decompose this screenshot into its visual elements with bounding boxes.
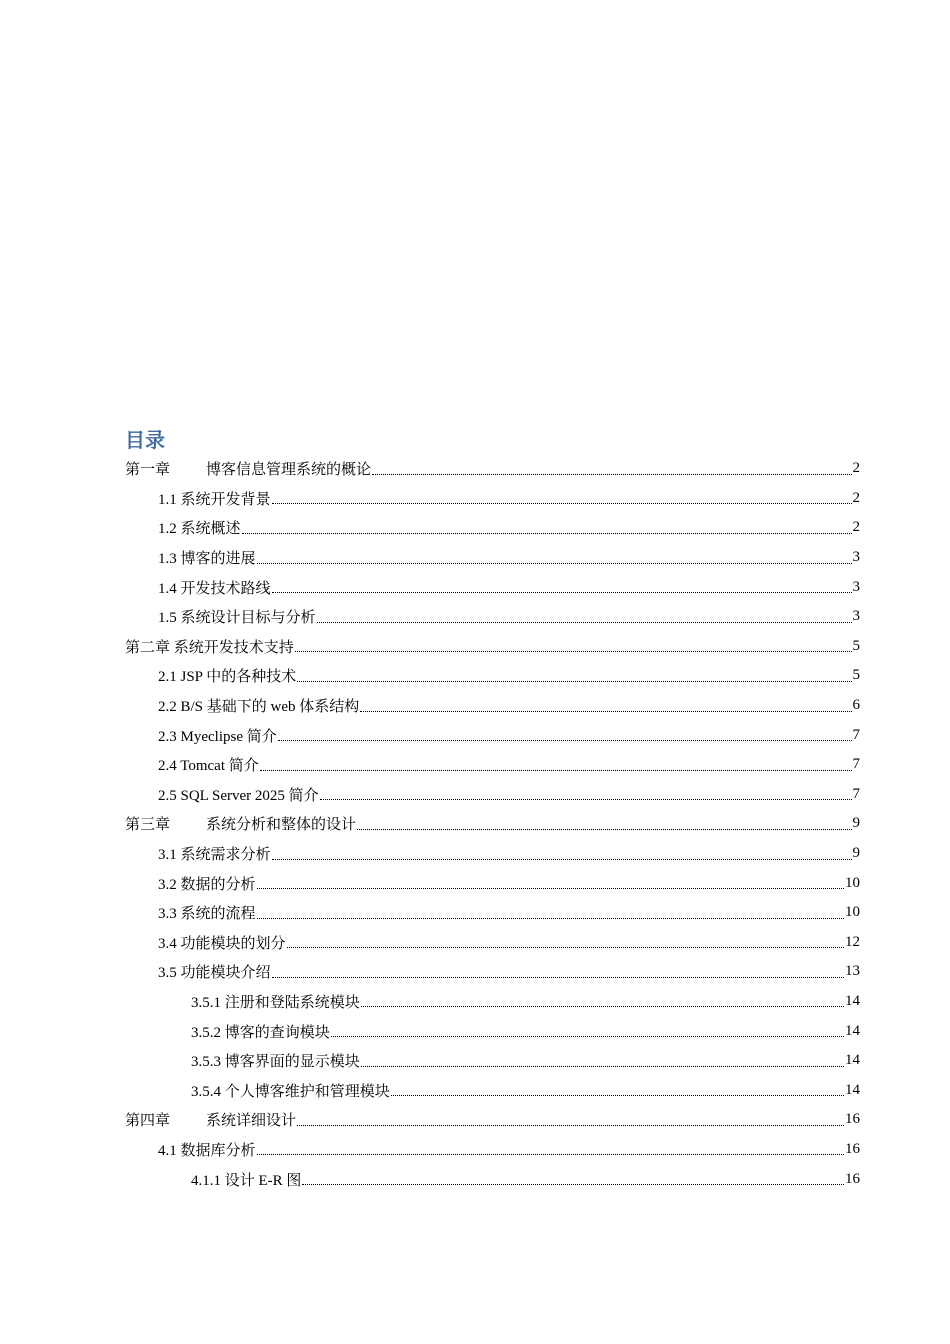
dot-leader: [361, 1005, 844, 1007]
dot-leader: [257, 917, 844, 919]
toc-page-number: 14: [845, 1022, 860, 1039]
toc-entry[interactable]: [125, 809, 860, 839]
dot-leader: [272, 502, 852, 504]
toc-page-number: 7: [852, 726, 860, 743]
toc-entry[interactable]: [191, 1016, 860, 1046]
dot-leader: [372, 473, 851, 475]
toc-entry-label: 1.2 系统概述: [158, 517, 241, 538]
dot-leader: [257, 887, 844, 889]
toc-entry[interactable]: [125, 632, 860, 662]
toc-entry-label: 3.4 功能模块的划分: [158, 932, 286, 953]
toc-entry-label: 2.1 JSP 中的各种技术: [158, 665, 296, 686]
toc-entry[interactable]: [158, 572, 860, 602]
dot-leader: [360, 710, 851, 712]
toc-page-number: 2: [852, 519, 860, 536]
toc-page-number: 5: [852, 667, 860, 684]
toc-entry-label: 3.5.1 注册和登陆系统模块: [191, 991, 360, 1012]
toc-entry[interactable]: [191, 987, 860, 1017]
toc-page-number: 9: [852, 845, 860, 862]
dot-leader: [317, 621, 852, 623]
toc-entry[interactable]: [158, 868, 860, 898]
toc-entry[interactable]: [191, 1164, 860, 1194]
dot-leader: [257, 1153, 844, 1155]
toc-entry[interactable]: [191, 1046, 860, 1076]
toc-entry[interactable]: [158, 928, 860, 958]
toc-page-number: 2: [852, 489, 860, 506]
toc-entry-label: 2.2 B/S 基础下的 web 体系结构: [158, 695, 359, 716]
dot-leader: [357, 828, 851, 830]
toc-entry[interactable]: [191, 1075, 860, 1105]
toc-entry[interactable]: [158, 1135, 860, 1165]
dot-leader: [320, 798, 852, 800]
dot-leader: [242, 532, 852, 534]
toc-entry[interactable]: [158, 957, 860, 987]
toc-entry-label: 1.4 开发技术路线: [158, 577, 271, 598]
dot-leader: [295, 650, 852, 652]
toc-title: 目录: [125, 428, 165, 452]
toc-entry[interactable]: [158, 602, 860, 632]
toc-entry-label: 第二章 系统开发技术支持: [125, 636, 294, 657]
dot-leader: [297, 680, 851, 682]
toc-page-number: 16: [845, 1111, 860, 1128]
toc-entry[interactable]: [158, 543, 860, 573]
toc-entry-label: 1.1 系统开发背景: [158, 488, 271, 509]
dot-leader: [361, 1065, 844, 1067]
toc-entry-label: 1.5 系统设计目标与分析: [158, 606, 316, 627]
dot-leader: [297, 1124, 844, 1126]
toc-page-number: 2: [852, 460, 860, 477]
toc-page-number: 3: [852, 608, 860, 625]
dot-leader: [260, 769, 852, 771]
toc-entry[interactable]: [125, 454, 860, 484]
toc-entry-label: 3.5 功能模块介绍: [158, 961, 271, 982]
toc-page-number: 3: [852, 549, 860, 566]
toc-page-number: 14: [845, 1081, 860, 1098]
toc-page-number: 14: [845, 1052, 860, 1069]
dot-leader: [331, 1035, 844, 1037]
toc-page-number: 12: [845, 933, 860, 950]
toc-page-number: 9: [852, 815, 860, 832]
dot-leader: [287, 946, 844, 948]
toc-entry-label: 3.5.4 个人博客维护和管理模块: [191, 1080, 390, 1101]
toc-page-number: 7: [852, 785, 860, 802]
toc-entry[interactable]: [158, 661, 860, 691]
toc-entry-label: 4.1.1 设计 E-R 图: [191, 1169, 301, 1190]
toc-page-number: 3: [852, 578, 860, 595]
toc-entry[interactable]: [158, 484, 860, 514]
toc-page-number: 10: [845, 904, 860, 921]
toc-page-number: 7: [852, 756, 860, 773]
toc-page-number: 6: [852, 697, 860, 714]
toc-entry-label: 2.4 Tomcat 简介: [158, 754, 259, 775]
toc-page-number: 5: [852, 637, 860, 654]
toc-entry[interactable]: [158, 839, 860, 869]
toc-entry[interactable]: [158, 780, 860, 810]
toc-page-number: 10: [845, 874, 860, 891]
dot-leader: [257, 562, 852, 564]
toc-entry-label: 3.5.2 博客的查询模块: [191, 1021, 330, 1042]
toc-page-number: 16: [845, 1140, 860, 1157]
dot-leader: [302, 1183, 844, 1185]
toc-page-number: 16: [845, 1170, 860, 1187]
toc-entry-label: 4.1 数据库分析: [158, 1139, 256, 1160]
toc-entry-label: 2.3 Myeclipse 简介: [158, 725, 277, 746]
toc-list: [0, 454, 950, 1194]
toc-entry-label: 3.1 系统需求分析: [158, 843, 271, 864]
toc-entry-label: 2.5 SQL Server 2025 简介: [158, 784, 319, 805]
dot-leader: [272, 591, 852, 593]
toc-page-number: 14: [845, 992, 860, 1009]
dot-leader: [272, 976, 844, 978]
toc-entry[interactable]: [158, 513, 860, 543]
toc-entry-label: 第四章 系统详细设计: [125, 1109, 296, 1130]
dot-leader: [391, 1094, 844, 1096]
toc-entry-label: 1.3 博客的进展: [158, 547, 256, 568]
toc-entry[interactable]: [158, 691, 860, 721]
toc-entry-label: 3.3 系统的流程: [158, 902, 256, 923]
toc-entry-label: 第三章 系统分析和整体的设计: [125, 813, 356, 834]
toc-page-number: 13: [845, 963, 860, 980]
toc-entry-label: 3.5.3 博客界面的显示模块: [191, 1050, 360, 1071]
toc-entry[interactable]: [158, 720, 860, 750]
toc-entry-label: 第一章 博客信息管理系统的概论: [125, 458, 371, 479]
dot-leader: [272, 858, 852, 860]
toc-entry[interactable]: [158, 898, 860, 928]
dot-leader: [278, 739, 852, 741]
toc-entry[interactable]: [125, 1105, 860, 1135]
toc-entry[interactable]: [158, 750, 860, 780]
toc-entry-label: 3.2 数据的分析: [158, 873, 256, 894]
